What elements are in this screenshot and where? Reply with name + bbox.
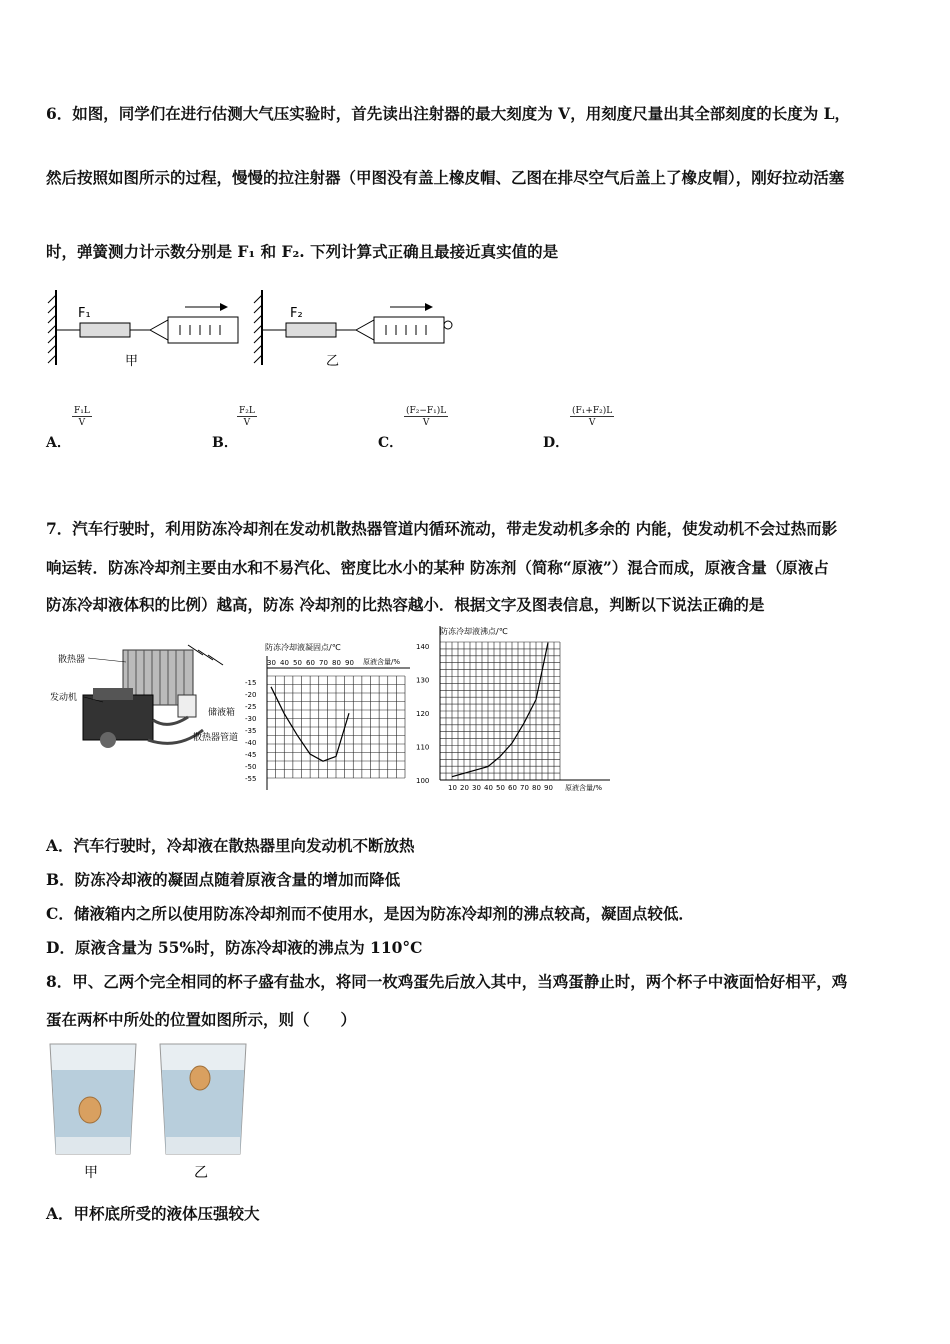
freeze-y-tick: -25	[245, 703, 257, 711]
q6-option-d-frac	[570, 406, 614, 428]
freeze-x-tick: 50	[293, 659, 302, 667]
boil-x-tick: 10	[448, 784, 457, 792]
q6-option-b-frac	[237, 406, 257, 428]
freeze-chart-title: 防冻冷却液凝固点/℃	[265, 643, 341, 652]
q8-yi-label: 乙	[194, 1165, 208, 1181]
boil-x-tick: 90	[544, 784, 553, 792]
freeze-y-tick: -35	[245, 727, 257, 735]
q6-option-a-letter: A．	[46, 435, 71, 451]
q6-f1-label: F₁	[78, 306, 91, 321]
q8-line-1: 8．甲、乙两个完全相同的杯子盛有盐水，将同一枚鸡蛋先后放入其中，当鸡蛋静止时，两个杯子中液面恰好相平，鸡	[46, 972, 848, 991]
q7-line-2: 响运转．防冻冷却剂主要由水和不易汽化、密度比水小的某种 防冻剂（简称“原液”）混合而成，原液含量（原液占	[46, 558, 829, 577]
q7-option-d: D．原液含量为 55%时，防冻冷却液的沸点为 110°C	[46, 938, 423, 957]
label-engine: 发动机	[50, 693, 78, 703]
q6-option-c-num: (F₂−F₁)L	[406, 406, 447, 416]
q8-line-2: 蛋在两杯中所处的位置如图所示，则（ ）	[46, 1010, 357, 1029]
freeze-y-tick: -45	[245, 751, 257, 759]
q6-option-c-frac	[404, 406, 448, 428]
q6-option-d-num: (F₁+F₂)L	[572, 406, 613, 416]
q6-option-a-frac	[72, 406, 92, 428]
freeze-x-tick: 90	[345, 659, 354, 667]
boiling-point-chart	[410, 622, 620, 794]
freeze-x-tick: 60	[306, 659, 315, 667]
q6-option-c-den: V	[422, 418, 430, 428]
boil-y-tick: 140	[416, 643, 430, 651]
boil-x-tick: 30	[472, 784, 481, 792]
freeze-y-tick: -15	[245, 679, 257, 687]
boil-x-tick: 40	[484, 784, 493, 792]
q7-line-1: 7．汽车行驶时，利用防冻冷却剂在发动机散热器管道内循环流动，带走发动机多余的 内能，使发动机不会过热而影	[46, 519, 838, 538]
q8-jia-label: 甲	[84, 1165, 98, 1181]
boil-chart-title: 防冻冷却液沸点/℃	[440, 627, 508, 636]
q6-option-b-letter: B．	[212, 435, 238, 451]
freeze-y-tick: -20	[245, 691, 257, 699]
q6-option-d-letter: D．	[543, 435, 570, 451]
q6-option-b-den: V	[243, 418, 251, 428]
q6-option-b-num: F₂L	[239, 406, 255, 416]
freeze-x-tick: 30	[267, 659, 276, 667]
boil-chart-xlabel: 原液含量/%	[565, 784, 603, 792]
q7-line-3: 防冻冷却液体积的比例）越高，防冻 冷却剂的比热容越小．根据文字及图表信息，判断以下说法正确的是	[46, 595, 765, 614]
freeze-y-tick: -30	[245, 715, 257, 723]
q6-f2-label: F₂	[290, 306, 303, 321]
q6-yi-label: 乙	[326, 354, 340, 369]
boil-y-tick: 120	[416, 710, 430, 718]
q8-option-a: A．甲杯底所受的液体压强较大	[46, 1204, 260, 1223]
label-pipe: 散热器管道	[193, 733, 239, 743]
engine-radiator-figure	[48, 640, 248, 770]
freeze-chart-xlabel: 原液含量/%	[363, 658, 401, 666]
freeze-x-tick: 40	[280, 659, 289, 667]
boil-y-tick: 100	[416, 777, 430, 785]
q7-option-b: B．防冻冷却液的凝固点随着原液含量的增加而降低	[46, 870, 401, 889]
label-tank: 储液箱	[208, 708, 236, 718]
q6-jia-label: 甲	[125, 354, 139, 369]
boil-x-tick: 50	[496, 784, 505, 792]
freeze-y-tick: -55	[245, 775, 257, 783]
q6-option-a-num: F₁L	[74, 406, 90, 416]
freeze-x-tick: 80	[332, 659, 341, 667]
boil-x-tick: 70	[520, 784, 529, 792]
boil-y-tick: 110	[416, 743, 430, 752]
boil-x-tick: 60	[508, 784, 517, 792]
label-radiator: 散热器	[58, 655, 86, 665]
q6-line-1: 6．如图，同学们在进行估测大气压实验时，首先读出注射器的最大刻度为 V，用刻度尺量出其全部刻度的长度为 L，	[46, 104, 851, 123]
q7-option-c: C．储液箱内之所以使用防冻冷却剂而不使用水，是因为防冻冷却剂的沸点较高，凝固点较低．	[46, 904, 694, 923]
q6-option-a-den: V	[78, 418, 86, 428]
freeze-y-tick: -40	[245, 739, 257, 747]
q6-line-3: 时，弹簧测力计示数分别是 F₁ 和 F₂. 下列计算式正确且最接近真实值的是	[46, 242, 559, 261]
boil-x-tick: 20	[460, 784, 469, 792]
syringe-figure	[40, 285, 460, 375]
q6-option-c-letter: C．	[378, 435, 404, 451]
freeze-x-tick: 70	[319, 659, 328, 667]
q7-option-a: A．汽车行驶时，冷却液在散热器里向发动机不断放热	[46, 836, 415, 855]
freezing-point-chart	[235, 638, 415, 793]
freeze-y-tick: -50	[245, 763, 257, 771]
boil-y-tick: 130	[416, 676, 430, 685]
boil-x-tick: 80	[532, 784, 541, 792]
q6-line-2: 然后按照如图所示的过程，慢慢的拉注射器（甲图没有盖上橡皮帽、乙图在排尽空气后盖上了橡皮帽），刚好拉动活塞	[46, 168, 845, 187]
egg-cups-figure	[48, 1042, 258, 1182]
q6-option-d-den: V	[588, 418, 596, 428]
